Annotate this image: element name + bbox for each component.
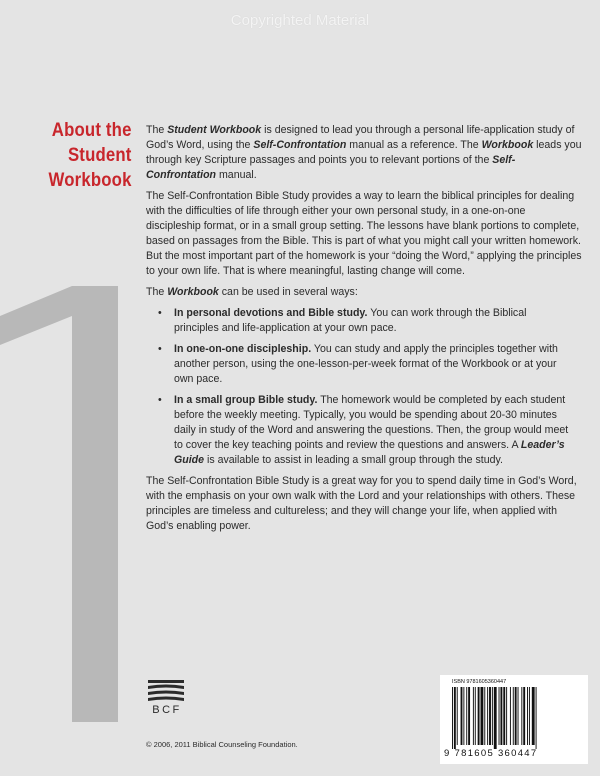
barcode-bar [521, 687, 522, 745]
list-item: • In personal devotions and Bible study. You can work through the Biblical principles and life-application at your own pace. [146, 306, 582, 336]
isbn-barcode [440, 675, 588, 764]
list-item: • In a small group Bible study. The homework would be completed by each student before the weekly meeting. Typically, you would be spending about 20-30 minutes daily in study of the Word and answering the questions. Then, the group would meet to cover the key teaching points and review the questions and answers. A Leader’s Guide is available to assist in leading a small group through the study. [146, 393, 582, 468]
page-heading [49, 118, 132, 193]
usage-list [146, 306, 582, 468]
copyright-watermark: Copyrighted Material [230, 12, 370, 29]
bcf-book-stack-icon [146, 678, 186, 702]
barcode-bar [478, 687, 480, 745]
barcode-bar [527, 687, 528, 745]
barcode-bar [523, 687, 525, 745]
barcode-bar [503, 687, 505, 745]
list-item: • In one-on-one discipleship. You can study and apply the principles together with another person, using the one-lesson-per-week format of the Workbook or at your own pace. [146, 342, 582, 387]
barcode-bar [473, 687, 474, 745]
barcode-bar [506, 687, 507, 745]
barcode-bar [487, 687, 488, 745]
heading-line-3: Workbook [48, 169, 132, 191]
barcode-bar [475, 687, 476, 745]
barcode-bar [529, 687, 530, 745]
barcode-bar [489, 687, 491, 745]
barcode-bars [450, 687, 578, 749]
isbn-label: ISBN 9781605360447 [452, 679, 507, 685]
study-description-paragraph: The Self-Confrontation Bible Study provides a way to learn the biblical principles for dealing with the difficulties of life through either your own personal study, in a one-on-one discipleship format, or in a small group setting. The lessons have blank portions to complete, based on passages from the Bible. This is part of what you might call your written homework. But the most important part of the homework is your “doing the Word,” applying the principles to your own life. That is where meaningful, lasting change will come. [146, 190, 582, 277]
barcode-bar [518, 687, 519, 745]
barcode-bar [536, 687, 537, 749]
barcode-bar [454, 687, 456, 749]
barcode-bar [461, 687, 463, 745]
barcode-bar [500, 687, 502, 745]
barcode-digits: 9 781605 360447 [444, 748, 538, 759]
barcode-bar [466, 687, 467, 745]
barcode-bar [484, 687, 485, 745]
logo-text: BCF [152, 704, 182, 716]
barcode-bar [513, 687, 514, 745]
usage-intro-paragraph: The Workbook can be used in several ways: [146, 286, 358, 298]
heading-line-1: About the [52, 119, 132, 141]
barcode-bar [452, 687, 453, 749]
barcode-bar [494, 687, 497, 749]
bcf-logo [146, 678, 186, 716]
body-content [146, 123, 582, 540]
barcode-bar [468, 687, 470, 745]
closing-paragraph: The Self-Confrontation Bible Study is a great way for you to spend daily time in God’s Word, with the emphasis on your own walk with the Lord and your relationships with others. These principles are timeless and cultureless; and they will change your life, when applied with God’s enabling power. [146, 475, 577, 532]
intro-paragraph: The Student Workbook is designed to lead you through a personal life-application study of God’s Word, using the Self-Confrontation manual as a reference. The Workbook leads you through key Scripture passages and points you to relevant portions of the Self-Confrontation manual. [146, 124, 582, 181]
barcode-bar [499, 687, 500, 745]
barcode-bar [492, 687, 493, 745]
barcode-bar [532, 687, 535, 745]
barcode-bar [463, 687, 464, 745]
copyright-notice: © 2006, 2011 Biblical Counseling Foundation. [146, 740, 298, 749]
barcode-bar [515, 687, 517, 745]
barcode-bar [481, 687, 484, 745]
barcode-bar [457, 687, 458, 745]
barcode-bar [510, 687, 511, 745]
heading-line-2: Student [68, 144, 132, 166]
